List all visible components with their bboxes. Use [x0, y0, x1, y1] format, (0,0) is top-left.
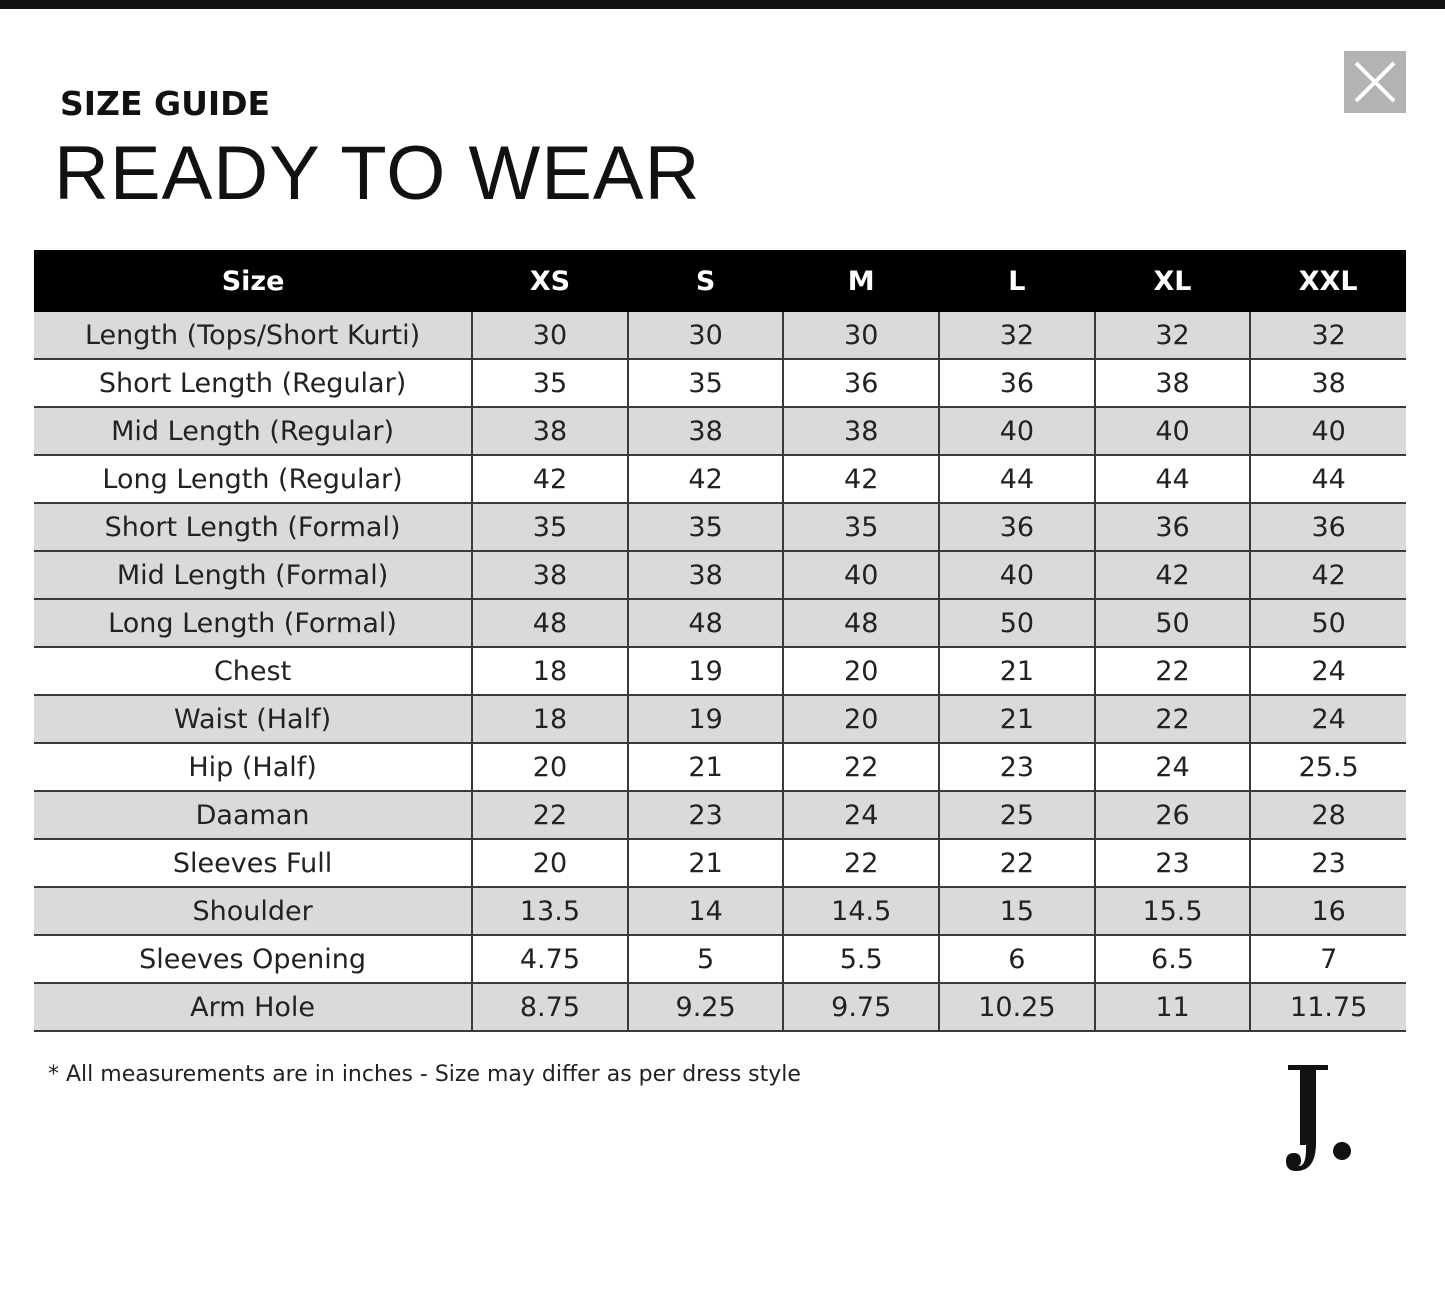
- value-m: 35: [783, 503, 939, 551]
- value-xs: 18: [472, 695, 628, 743]
- header-m: M: [783, 250, 939, 312]
- top-bar: [0, 0, 1445, 9]
- value-s: 35: [628, 359, 784, 407]
- value-xl: 44: [1095, 455, 1251, 503]
- value-s: 21: [628, 743, 784, 791]
- value-xxl: 32: [1250, 312, 1406, 359]
- value-m: 20: [783, 695, 939, 743]
- value-xxl: 36: [1250, 503, 1406, 551]
- value-xxl: 24: [1250, 647, 1406, 695]
- value-l: 36: [939, 503, 1095, 551]
- measurement-label: Long Length (Regular): [34, 455, 472, 503]
- table-row: [34, 551, 1406, 599]
- value-xxl: 28: [1250, 791, 1406, 839]
- value-s: 14: [628, 887, 784, 935]
- measurement-label: Waist (Half): [34, 695, 472, 743]
- value-l: 25: [939, 791, 1095, 839]
- table-row: [34, 983, 1406, 1031]
- value-xxl: 25.5: [1250, 743, 1406, 791]
- value-m: 42: [783, 455, 939, 503]
- table-row: [34, 935, 1406, 983]
- value-l: 21: [939, 695, 1095, 743]
- measurement-label: Short Length (Regular): [34, 359, 472, 407]
- value-xl: 22: [1095, 695, 1251, 743]
- value-xs: 38: [472, 407, 628, 455]
- measurement-label: Sleeves Opening: [34, 935, 472, 983]
- value-xl: 15.5: [1095, 887, 1251, 935]
- value-xs: 30: [472, 312, 628, 359]
- brand-logo: [1284, 1063, 1364, 1175]
- value-xxl: 44: [1250, 455, 1406, 503]
- header-s: S: [628, 250, 784, 312]
- measurement-label: Arm Hole: [34, 983, 472, 1031]
- value-m: 9.75: [783, 983, 939, 1031]
- table-row: [34, 887, 1406, 935]
- value-m: 5.5: [783, 935, 939, 983]
- value-xs: 4.75: [472, 935, 628, 983]
- value-xs: 35: [472, 503, 628, 551]
- close-icon: [1344, 51, 1406, 113]
- value-l: 40: [939, 551, 1095, 599]
- table-row: [34, 791, 1406, 839]
- value-s: 35: [628, 503, 784, 551]
- value-xs: 22: [472, 791, 628, 839]
- table-row: [34, 695, 1406, 743]
- value-s: 19: [628, 695, 784, 743]
- value-xl: 26: [1095, 791, 1251, 839]
- table-row: [34, 359, 1406, 407]
- value-l: 22: [939, 839, 1095, 887]
- measurement-label: Shoulder: [34, 887, 472, 935]
- header-xxl: XXL: [1250, 250, 1406, 312]
- value-m: 14.5: [783, 887, 939, 935]
- value-xxl: 16: [1250, 887, 1406, 935]
- value-l: 50: [939, 599, 1095, 647]
- table-row: [34, 743, 1406, 791]
- measurement-label: Mid Length (Formal): [34, 551, 472, 599]
- value-s: 42: [628, 455, 784, 503]
- measurement-label: Chest: [34, 647, 472, 695]
- header-size: Size: [34, 250, 472, 312]
- value-l: 44: [939, 455, 1095, 503]
- value-m: 48: [783, 599, 939, 647]
- value-xl: 50: [1095, 599, 1251, 647]
- value-xs: 48: [472, 599, 628, 647]
- value-xxl: 23: [1250, 839, 1406, 887]
- value-xxl: 40: [1250, 407, 1406, 455]
- value-xxl: 42: [1250, 551, 1406, 599]
- measurement-label: Mid Length (Regular): [34, 407, 472, 455]
- table-row: [34, 647, 1406, 695]
- value-xl: 23: [1095, 839, 1251, 887]
- value-xxl: 50: [1250, 599, 1406, 647]
- value-xl: 38: [1095, 359, 1251, 407]
- close-button[interactable]: [1344, 51, 1406, 113]
- value-s: 5: [628, 935, 784, 983]
- value-xxl: 24: [1250, 695, 1406, 743]
- measurement-label: Sleeves Full: [34, 839, 472, 887]
- page-title: READY TO WEAR: [54, 131, 701, 216]
- value-m: 36: [783, 359, 939, 407]
- value-xs: 20: [472, 743, 628, 791]
- value-s: 23: [628, 791, 784, 839]
- value-xl: 32: [1095, 312, 1251, 359]
- value-l: 21: [939, 647, 1095, 695]
- value-xxl: 38: [1250, 359, 1406, 407]
- header-l: L: [939, 250, 1095, 312]
- value-l: 40: [939, 407, 1095, 455]
- value-xs: 13.5: [472, 887, 628, 935]
- value-xl: 6.5: [1095, 935, 1251, 983]
- table-body: [34, 312, 1406, 1031]
- value-s: 19: [628, 647, 784, 695]
- value-xs: 42: [472, 455, 628, 503]
- table-row: [34, 407, 1406, 455]
- measurement-label: Short Length (Formal): [34, 503, 472, 551]
- value-xs: 20: [472, 839, 628, 887]
- measurement-label: Hip (Half): [34, 743, 472, 791]
- table-row: [34, 455, 1406, 503]
- value-xl: 42: [1095, 551, 1251, 599]
- value-m: 40: [783, 551, 939, 599]
- value-l: 32: [939, 312, 1095, 359]
- value-xxl: 7: [1250, 935, 1406, 983]
- value-s: 30: [628, 312, 784, 359]
- table-row: [34, 503, 1406, 551]
- size-guide-eyebrow: SIZE GUIDE: [60, 84, 271, 123]
- table-row: [34, 839, 1406, 887]
- table-row: [34, 312, 1406, 359]
- value-m: 38: [783, 407, 939, 455]
- value-xl: 40: [1095, 407, 1251, 455]
- header-xl: XL: [1095, 250, 1251, 312]
- value-xxl: 11.75: [1250, 983, 1406, 1031]
- value-xl: 24: [1095, 743, 1251, 791]
- table-header-row: [34, 250, 1406, 312]
- value-xl: 11: [1095, 983, 1251, 1031]
- measurement-label: Long Length (Formal): [34, 599, 472, 647]
- header-xs: XS: [472, 250, 628, 312]
- value-xs: 18: [472, 647, 628, 695]
- brand-logo-icon: [1284, 1063, 1364, 1175]
- value-m: 22: [783, 839, 939, 887]
- value-l: 6: [939, 935, 1095, 983]
- value-m: 24: [783, 791, 939, 839]
- value-l: 15: [939, 887, 1095, 935]
- measurement-footnote: * All measurements are in inches - Size may differ as per dress style: [48, 1062, 801, 1087]
- value-m: 22: [783, 743, 939, 791]
- value-xs: 8.75: [472, 983, 628, 1031]
- value-s: 9.25: [628, 983, 784, 1031]
- table-row: [34, 599, 1406, 647]
- measurement-label: Length (Tops/Short Kurti): [34, 312, 472, 359]
- value-l: 36: [939, 359, 1095, 407]
- value-xs: 35: [472, 359, 628, 407]
- value-s: 38: [628, 551, 784, 599]
- value-s: 38: [628, 407, 784, 455]
- measurement-label: Daaman: [34, 791, 472, 839]
- value-xl: 22: [1095, 647, 1251, 695]
- value-xs: 38: [472, 551, 628, 599]
- value-m: 30: [783, 312, 939, 359]
- value-xl: 36: [1095, 503, 1251, 551]
- value-m: 20: [783, 647, 939, 695]
- value-s: 48: [628, 599, 784, 647]
- value-l: 23: [939, 743, 1095, 791]
- value-l: 10.25: [939, 983, 1095, 1031]
- size-chart-table: [34, 250, 1406, 1032]
- value-s: 21: [628, 839, 784, 887]
